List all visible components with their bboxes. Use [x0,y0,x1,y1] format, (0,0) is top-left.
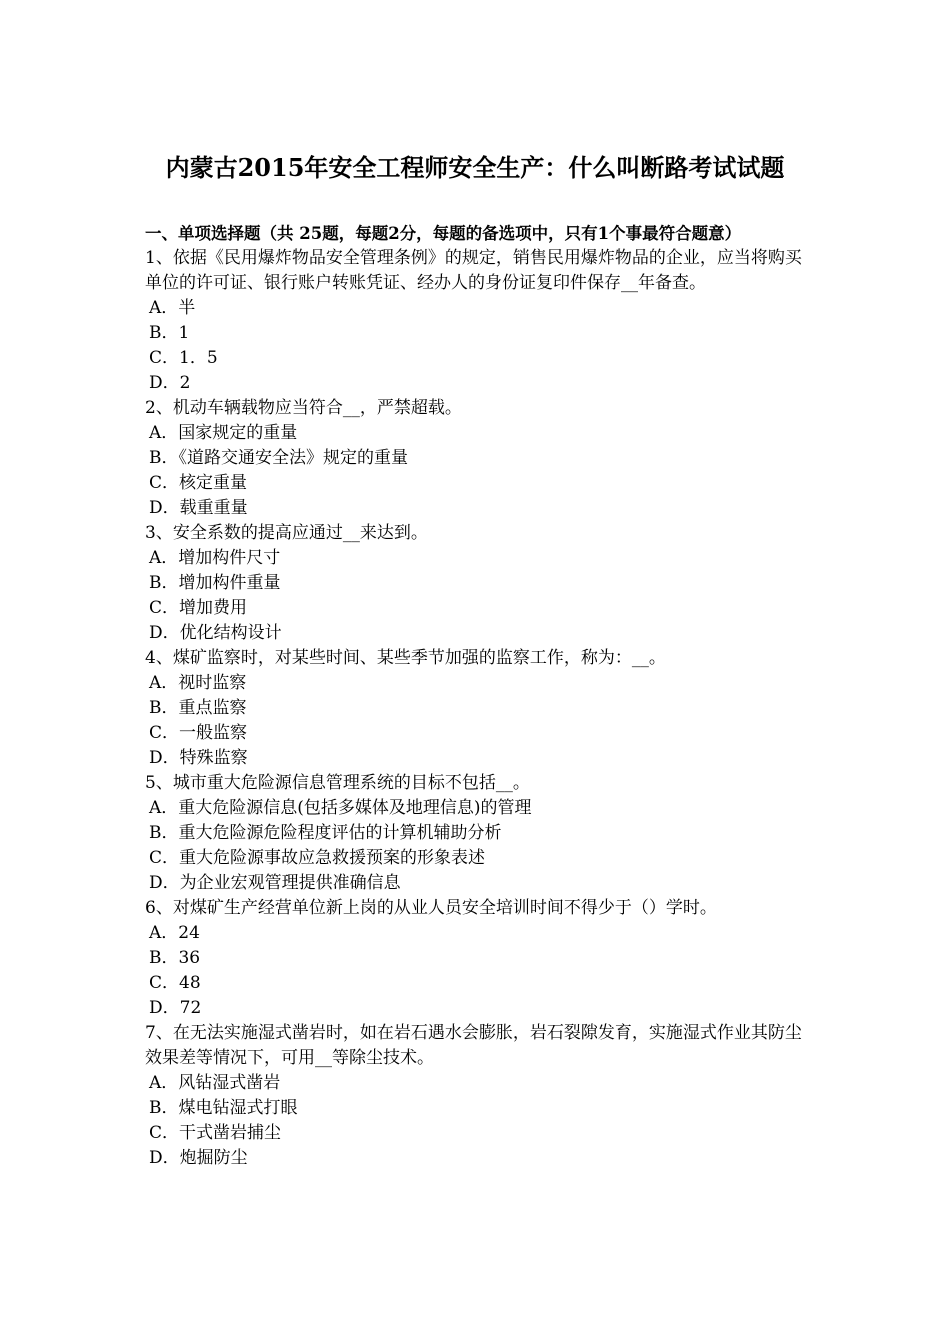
option-d: D．特殊监察 [149,748,248,768]
option-a: A．国家规定的重量 [149,423,298,443]
question-text: 4、煤矿监察时，对某些时间、某些季节加强的监察工作，称为：__。 [145,648,666,668]
question-2 [145,396,810,521]
option-d: D．2 [149,373,191,393]
question-text: 6、对煤矿生产经营单位新上岗的从业人员安全培训时间不得少于（）学时。 [145,898,717,918]
option-c: C．核定重量 [149,473,248,493]
question-4 [145,646,810,771]
option-a: A．重大危险源信息(包括多媒体及地理信息)的管理 [149,798,532,818]
option-b: B．《道路交通安全法》规定的重量 [149,448,408,468]
question-7 [145,1021,810,1171]
option-b: B．36 [149,948,201,968]
option-d: D．炮掘防尘 [149,1148,248,1168]
question-6 [145,896,810,1021]
option-c: C．重大危险源事故应急救援预案的形象表述 [149,848,486,868]
option-c: C．干式凿岩捕尘 [149,1123,282,1143]
option-a: A．增加构件尺寸 [149,548,281,568]
option-b: B．增加构件重量 [149,573,281,593]
question-text: 2、机动车辆载物应当符合__，严禁超载。 [145,398,462,418]
question-text: 1、依据《民用爆炸物品安全管理条例》的规定，销售民用爆炸物品的企业，应当将购买单位的许可证、银行账户转账凭证、经办人的身份证复印件保存__年备查。 [145,248,802,293]
option-a: A．24 [149,923,200,943]
exam-content [145,222,810,1171]
option-c: C．48 [149,973,201,993]
option-a: A．半 [149,298,196,318]
option-b: B．1 [149,323,190,343]
option-d: D．为企业宏观管理提供准确信息 [149,873,401,893]
option-b: B．煤电钻湿式打眼 [149,1098,298,1118]
option-c: C．增加费用 [149,598,248,618]
option-b: B．重大危险源危险程度评估的计算机辅助分析 [149,823,502,843]
question-text: 3、安全系数的提高应通过__来达到。 [145,523,428,543]
question-1 [145,246,810,396]
option-a: A．风钻湿式凿岩 [149,1073,281,1093]
option-d: D．72 [149,998,202,1018]
option-a: A．视时监察 [149,673,247,693]
option-d: D．优化结构设计 [149,623,282,643]
question-3 [145,521,810,646]
section-heading: 一、单项选择题（共 25题，每题2分，每题的备选项中，只有1个事最符合题意） [145,224,742,243]
document-title: 内蒙古2015年安全工程师安全生产：什么叫断路考试试题 [165,153,785,182]
option-c: C．一般监察 [149,723,248,743]
option-d: D．载重重量 [149,498,248,518]
question-text: 5、城市重大危险源信息管理系统的目标不包括__。 [145,773,530,793]
question-text: 7、在无法实施湿式凿岩时，如在岩石遇水会膨胀，岩石裂隙发育，实施湿式作业其防尘效果差等情况下，可用__等除尘技术。 [145,1023,802,1068]
question-5 [145,771,810,896]
option-b: B．重点监察 [149,698,247,718]
option-c: C．1．5 [149,348,218,368]
